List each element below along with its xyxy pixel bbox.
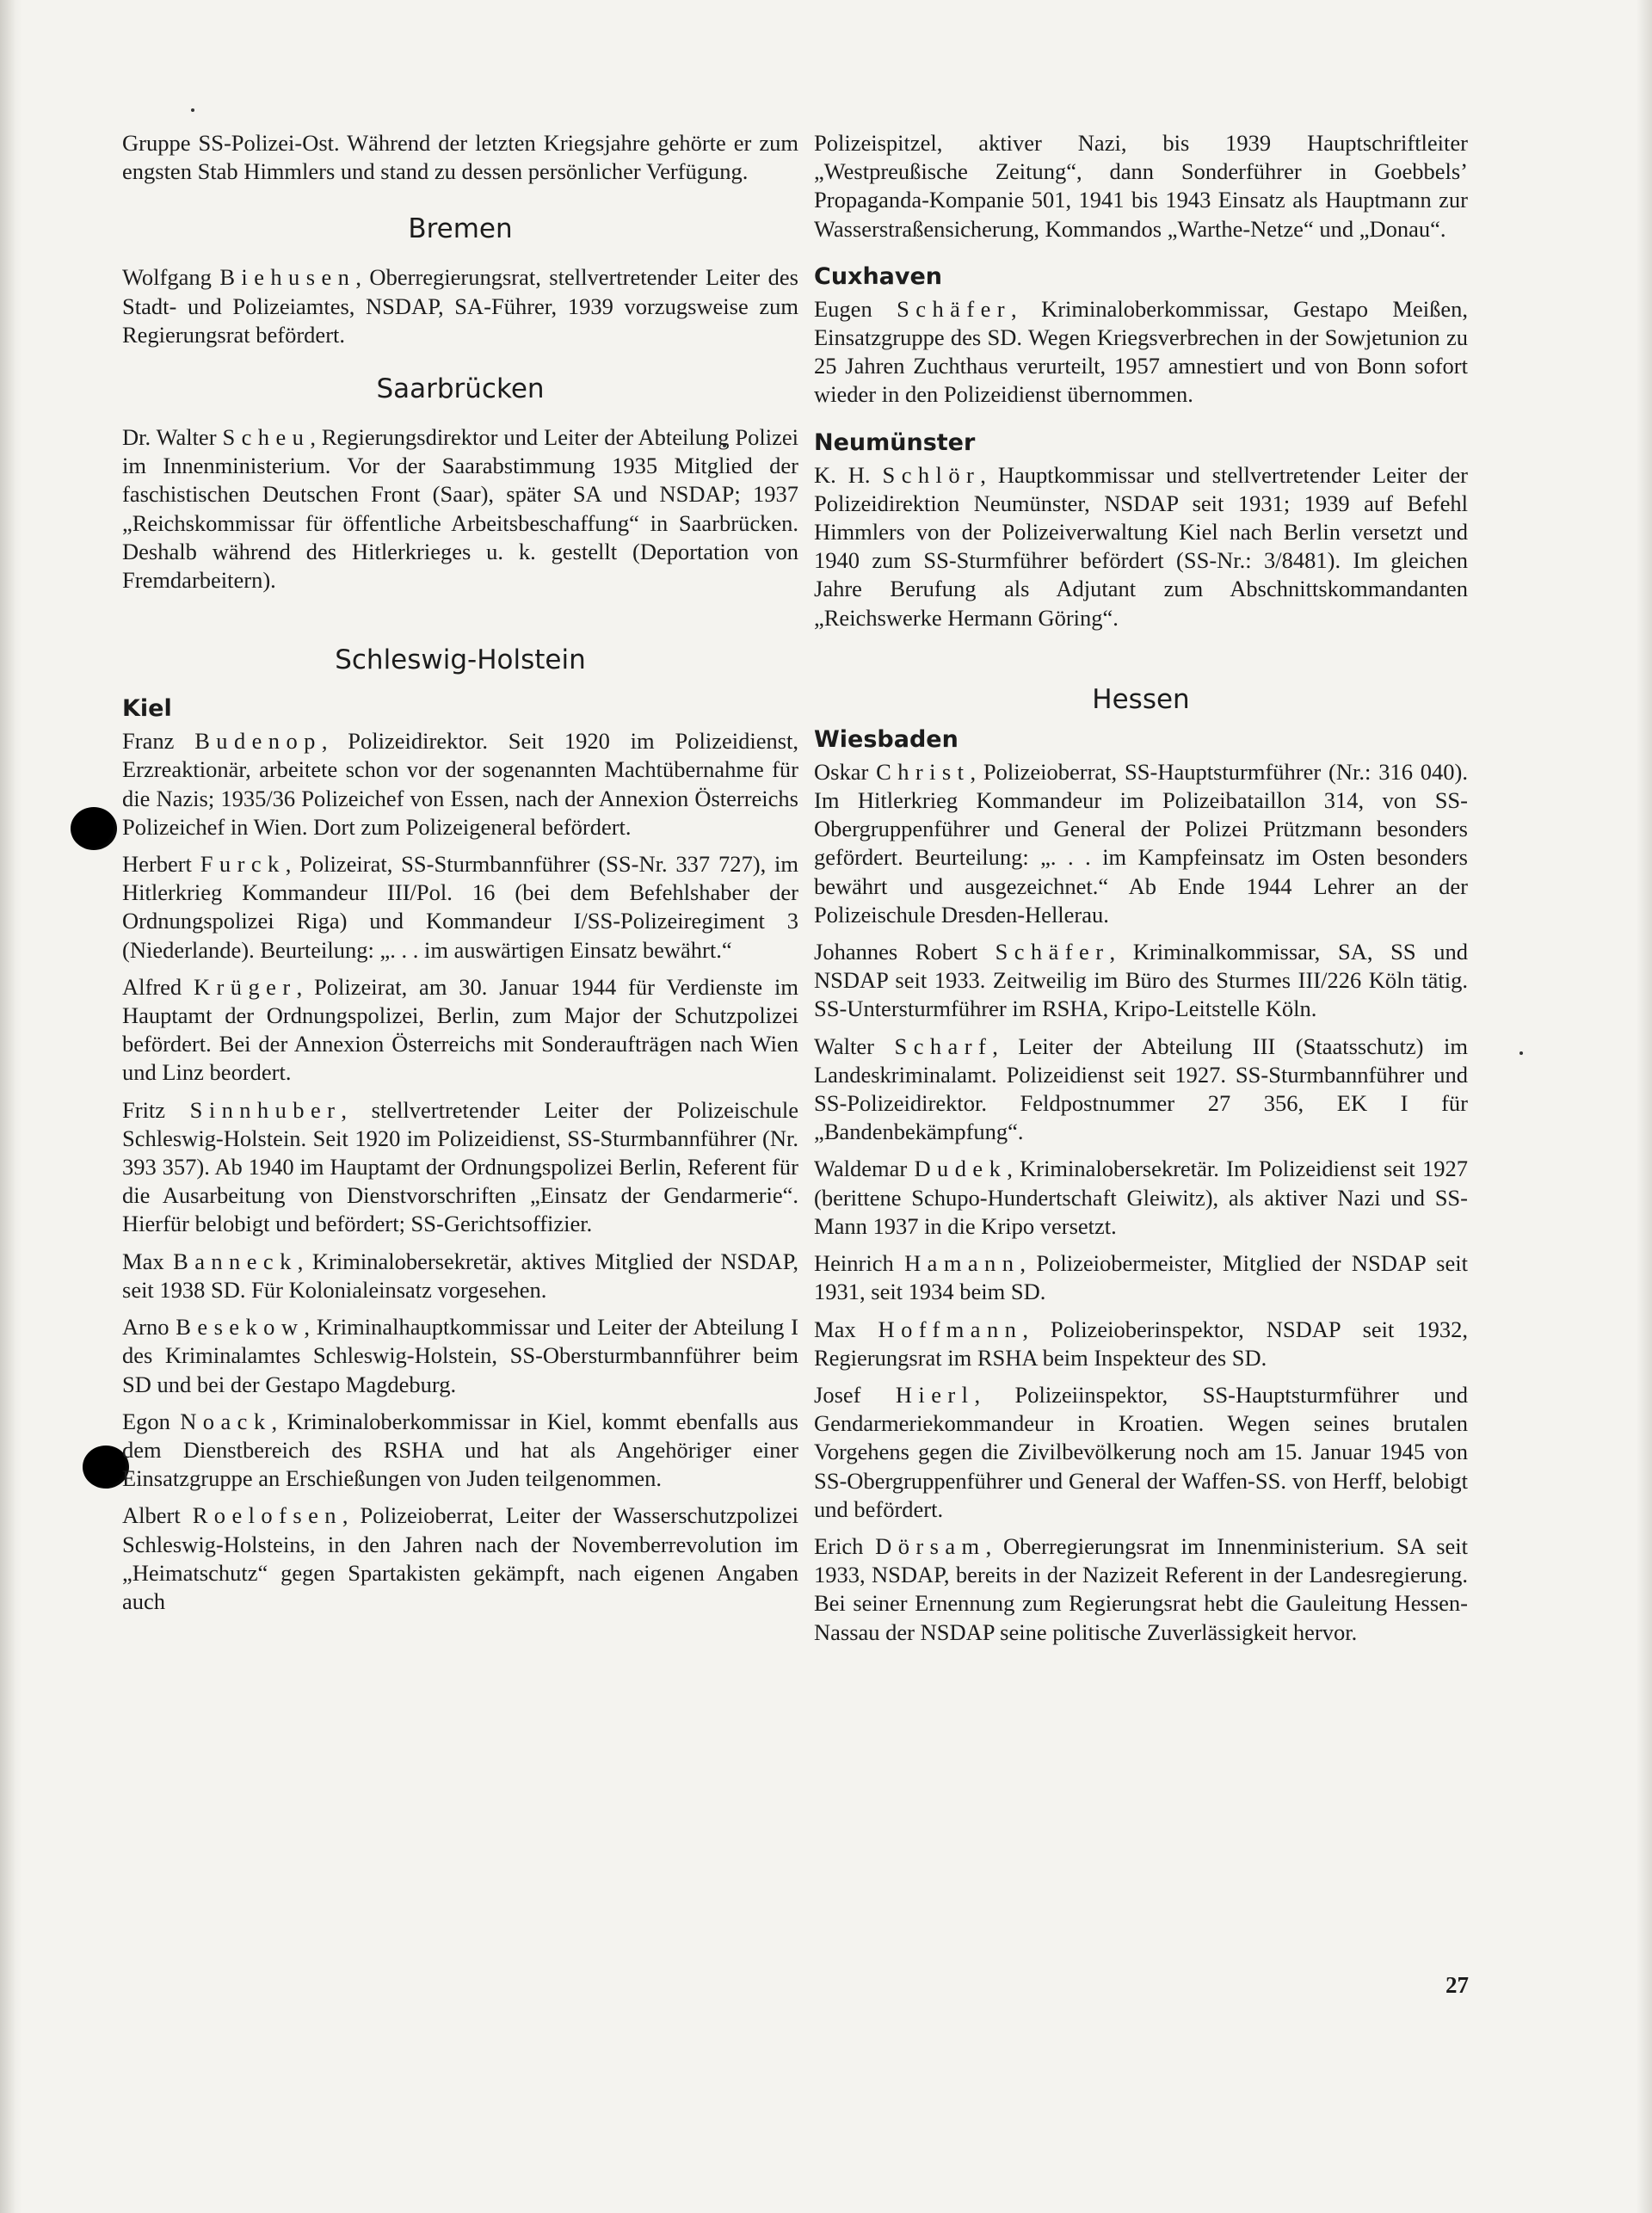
page-edge-left [0,0,22,2213]
entry-paragraph: Max Hoffmann, Polizeioberinspektor, NSDAP seit 1932, Regierungsrat im RSHA beim Inspekteur des SD. [814,1316,1468,1371]
entry-paragraph: Dr. Walter Scheu, Regierungsdirektor und Leiter der Abteilung Polizei im Innenministerium. Vor der Saarabstimmung 1935 Mitglied der faschistischen Deutschen Front (Saar), später SA und NSDAP; 1937 „Reichskommissar für öffentliche Arbeitsbeschaffung“ in Saarbrücken. Deshalb während des Hitlerkrieges u. k. gestellt (Deportation von Fremdarbeitern). [122,424,798,594]
person-name: Besekow [176,1314,305,1341]
heading-schleswig-holstein: Schleswig-Holstein [335,644,586,676]
entry-paragraph: Fritz Sinnhuber, stellvertretender Leiter der Polizeischule Schleswig-Holstein. Seit 1920 im Polizeidienst, SS-Sturmbannführer (Nr. 393 357). Ab 1940 im Hauptamt der Ordnungspolizei Berlin, Referent für die Ausarbeitung von Dienstvorschriften „Einsatz der Gendarmerie“. Hierfür belobigt und befördert; SS-Gerichtsoffizier. [122,1096,798,1237]
entry-paragraph: K. H. Schlör, Hauptkommissar und stellvertretender Leiter der Polizeidirektion Neumünster, NSDAP seit 1931; 1939 auf Befehl Himmlers von der Polizeiverwaltung Kiel nach Berlin versetzt und 1940 zum SS-Sturmführer befördert (SS-Nr.: 3/8481). Im gleichen Jahre Berufung als Adjutant zum Abschnittskommandanten „Reichswerke Hermann Göring“. [814,461,1468,631]
person-name: Scharf [894,1033,993,1059]
entry-paragraph: Albert Roelofsen, Polizeioberrat, Leiter der Wasserschutzpolizei Schleswig-Holsteins, in den Jahren nach der Novemberrevolution im „Heimatschutz“ gegen Spartakisten gekämpft, nach eigenen Angaben auch [122,1502,799,1614]
speck [191,108,194,112]
entry-paragraph: Alfred Krüger, Polizeirat, am 30. Januar 1944 für Verdienste im Hauptamt der Ordnungspolizei, Berlin, zum Major der Schutzpolizei befördert. Bei der Annexion Österreichs mit Sonderaufträgen nach Wien und Linz beordert. [122,973,798,1086]
heading-hessen: Hessen [1092,683,1190,715]
person-name: Hamann [904,1250,1020,1277]
entry-paragraph: Josef Hierl, Polizeiinspektor, SS-Hauptsturmführer und Gendarmeriekommandeur in Kroatien. Wegen seines brutalen Vorgehens gegen die Zivilbevölkerung noch am 15. Januar 1945 von SS-Obergruppenführer und General der Waffen-SS. von Herff, belobigt und befördert. [814,1381,1468,1522]
entry-paragraph: Eugen Schäfer, Kriminaloberkommissar, Gestapo Meißen, Einsatzgruppe des SD. Wegen Kriegsverbrechen in der Sowjetunion zu 25 Jahren Zuchthaus verurteilt, 1957 amnestiert und von Bonn sofort wieder in den Polizeidienst übernommen. [814,295,1468,408]
person-name: Noack [180,1408,272,1434]
subheading-neumuenster: Neumünster [814,428,976,456]
entry-paragraph: Johannes Robert Schäfer, Kriminalkommissar, SA, SS und NSDAP seit 1933. Zeitweilig im Büro des Sturmes III/226 Köln tätig. SS-Untersturmführer im RSHA, Kripo-Leitstelle Köln. [814,939,1468,1022]
entry-paragraph: Heinrich Hamann, Polizeiobermeister, Mitglied der NSDAP seit 1931, seit 1934 beim SD. [814,1250,1468,1305]
left-intro-paragraph: Gruppe SS-Polizei-Ost. Während der letzten Kriegsjahre gehörte er zum engsten Stab Himmlers und stand zu dessen persönlicher Verfügung. [122,130,798,185]
person-name: Scheu [222,424,311,451]
entry-paragraph: Herbert Furck, Polizeirat, SS-Sturmbannführer (SS-Nr. 337 727), im Hitlerkrieg Kommandeur III/Pol. 16 (bei dem Befehlshaber der Ordnungspolizei Riga) und Kommandeur I/SS-Polizeiregiment 3 (Niederlande). Beurteilung: „. . . im auswärtigen Einsatz bewährt.“ [122,851,798,963]
entry-paragraph: Walter Scharf, Leiter der Abteilung III (Staatsschutz) im Landeskriminalamt. Polizeidienst seit 1927. SS-Sturmbannführer und SS-Polizeidirektor. Feldpostnummer 27 356, EK I für „Bandenbekämpfung“. [814,1033,1468,1145]
heading-bremen: Bremen [408,213,513,245]
page-edge-right [1637,0,1652,2213]
right-column [814,129,1468,1655]
entry-paragraph: Arno Besekow, Kriminalhauptkommissar und Leiter der Abteilung I des Kriminalamtes Schleswig-Holstein, SS-Obersturmbannführer beim SD und bei der Gestapo Magdeburg. [122,1314,799,1397]
person-name: Roelofsen [192,1502,342,1529]
person-name: Biehusen [219,264,356,291]
person-name: Dudek [914,1156,1008,1182]
entry-paragraph: Oskar Christ, Polizeioberrat, SS-Hauptsturmführer (Nr.: 316 040). Im Hitlerkrieg Kommandeur im Polizeibataillon 314, von SS-Obergruppenführer und General der Polizei Prützmann besonders gefördert. Beurteilung: „. . . im Kampfeinsatz im Osten besonders bewährt und ausgezeichnet.“ Ab Ende 1944 Lehrer an der Polizeischule Dresden-Hellerau. [814,758,1468,928]
right-intro-paragraph: Polizeispitzel, aktiver Nazi, bis 1939 Hauptschriftleiter „Westpreußische Zeitung“, dann Sonderführer in Goebbels’ Propaganda-Kompanie 501, 1941 bis 1943 Einsatz als Hauptmann zur Wasserstraßensicherung, Kommandos „Warthe-Netze“ und „Donau“. [814,130,1468,242]
person-name: Banneck [173,1248,298,1274]
person-name: Furck [200,851,286,878]
person-name: Dörsam [875,1532,986,1559]
subheading-wiesbaden: Wiesbaden [814,725,959,753]
heading-saarbruecken: Saarbrücken [376,373,545,405]
page-number: 27 [1446,1972,1469,1998]
punch-hole-top [71,807,117,850]
person-name: Budenop [194,728,322,755]
subheading-kiel: Kiel [122,695,172,723]
subheading-cuxhaven: Cuxhaven [814,262,943,290]
entry-paragraph: Erich Dörsam, Oberregierungsrat im Innenministerium. SA seit 1933, NSDAP, bereits in der Nazizeit Referent in der Landesregierung. Bei seiner Ernennung zum Regierungsrat hebt die Gauleitung Hessen-Nassau der NSDAP seine politische Zuverlässigkeit hervor. [814,1532,1469,1645]
speck [1519,1051,1523,1055]
entry-paragraph: Franz Budenop, Polizeidirektor. Seit 1920 im Polizeidienst, Erzreaktionär, arbeitete schon vor der sogenannten Machtübernahme für die Nazis; 1935/36 Polizeichef von Essen, nach der Annexion Österreichs Polizeichef in Wien. Dort zum Polizeigeneral befördert. [122,728,799,840]
entry-paragraph: Max Banneck, Kriminalobersekretär, aktives Mitglied der NSDAP, seit 1938 SD. Für Kolonialeinsatz vorgesehen. [122,1248,798,1303]
person-name: Schlör [882,461,981,488]
person-name: Sinnhuber [189,1096,342,1123]
person-name: Christ [876,758,971,785]
person-name: Hierl [895,1381,975,1408]
left-column [122,129,798,1624]
entry-paragraph: Waldemar Dudek, Kriminalobersekretär. Im Polizeidienst seit 1927 (berittene Schupo-Hundertschaft Gleiwitz), als aktiver Nazi und SS-Mann 1937 in die Kripo versetzt. [814,1156,1469,1239]
person-name: Hoffmann [878,1316,1023,1342]
person-name: Schäfer [897,295,1012,322]
person-name: Schäfer [995,939,1110,965]
person-name: Krüger [194,973,297,1000]
entry-paragraph: Egon Noack, Kriminaloberkommissar in Kiel, kommt ebenfalls aus dem Dienstbereich des RSHA und hat als Angehöriger einer Einsatzgruppe an Erschießungen von Juden teilgenommen. [122,1408,798,1492]
entry-paragraph: Wolfgang Biehusen, Oberregierungsrat, stellvertretender Leiter des Stadt- und Polizeiamtes, NSDAP, SA-Führer, 1939 vorzugsweise zum Regierungsrat befördert. [122,264,798,348]
